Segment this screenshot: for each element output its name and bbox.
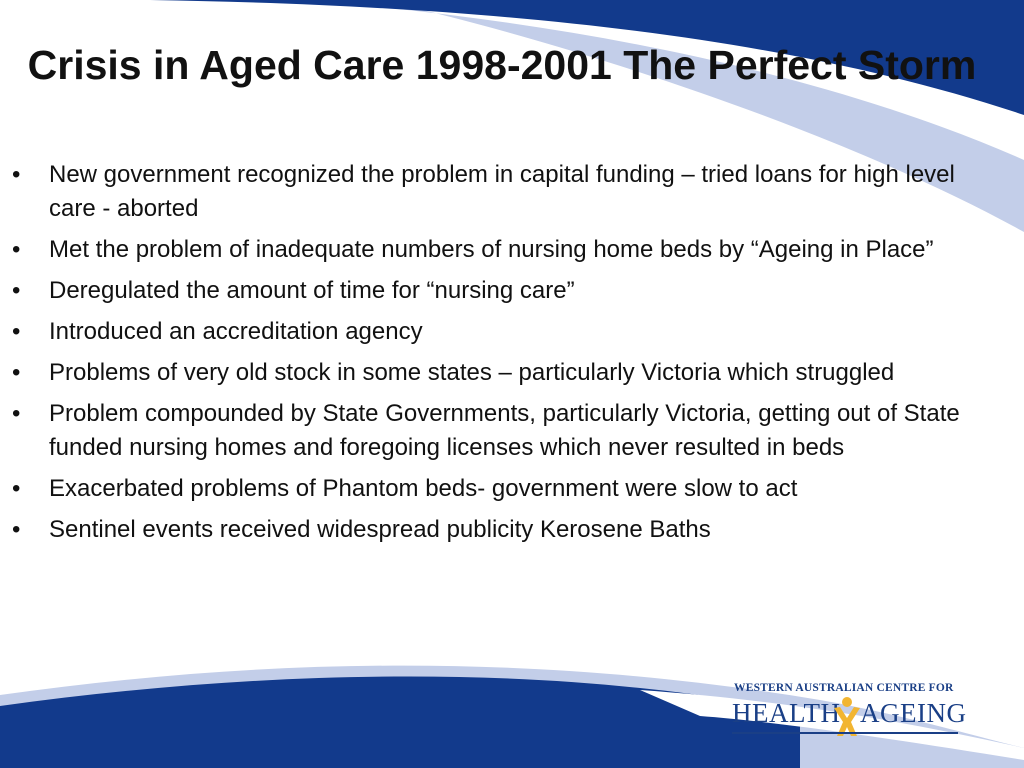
bullet-item [0, 356, 1000, 390]
logo-org-line: WESTERN AUSTRALIAN CENTRE FOR [734, 682, 954, 694]
bullet-text: Sentinel events received widespread publicity Kerosene Baths [49, 516, 711, 543]
bullet-dot: • [12, 277, 21, 304]
bullet-item [0, 513, 1000, 547]
logo-word-ageing: AGEING [860, 698, 967, 728]
bullet-list [0, 158, 1000, 554]
bullet-text: Deregulated the amount of time for “nursing care” [49, 277, 575, 304]
logo-underline [732, 732, 958, 734]
bullet-item [0, 472, 1000, 506]
bullet-dot: • [12, 236, 21, 263]
bullet-item [0, 158, 1000, 226]
bullet-text: Problems of very old stock in some states – particularly Victoria which struggled [49, 359, 895, 386]
bullet-item [0, 397, 1000, 465]
bullet-item [0, 315, 1000, 349]
bullet-text: New government recognized the problem in capital funding – tried loans for high level care - aborted [49, 161, 955, 222]
bullet-dot: • [12, 400, 21, 427]
slide-title: Crisis in Aged Care 1998-2001 The Perfect Storm [27, 42, 977, 88]
logo-word-health: HEALTH [732, 698, 841, 728]
bullet-text: Exacerbated problems of Phantom beds- government were slow to act [49, 475, 798, 502]
health-ageing-logo [728, 680, 967, 740]
bullet-text: Problem compounded by State Governments, particularly Victoria, getting out of State funded nursing homes and foregoing licenses which never resulted in beds [49, 400, 960, 461]
person-figure-icon [832, 696, 862, 736]
bullet-dot: • [12, 475, 21, 502]
bullet-item [0, 274, 1000, 308]
bullet-text: Met the problem of inadequate numbers of nursing home beds by “Ageing in Place” [49, 236, 934, 263]
bullet-dot: • [12, 161, 21, 188]
bullet-dot: • [12, 318, 21, 345]
bullet-item [0, 233, 1000, 267]
bullet-dot: • [12, 516, 21, 543]
bullet-text: Introduced an accreditation agency [49, 318, 423, 345]
bullet-dot: • [12, 359, 21, 386]
